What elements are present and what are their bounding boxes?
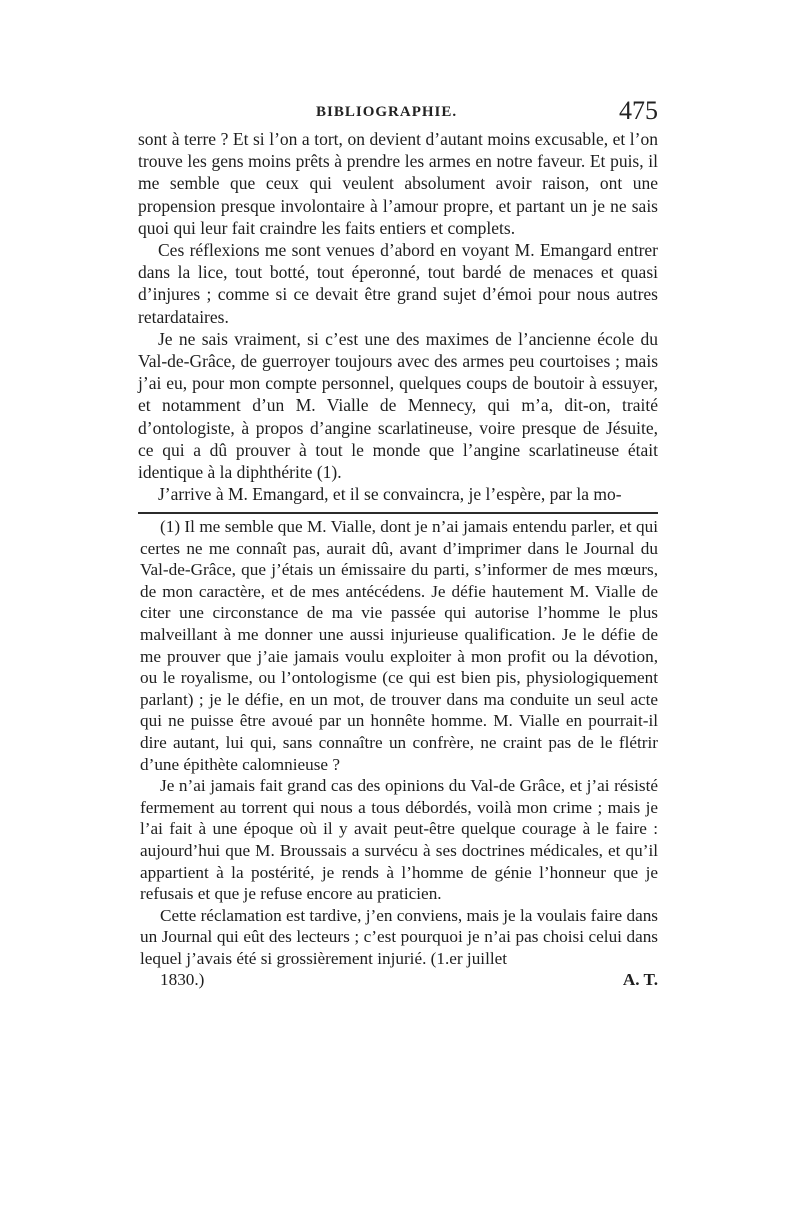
main-text (138, 128, 658, 505)
page-number: 475 (619, 96, 658, 125)
body-paragraph: Ces réflexions me sont venues d’abord en voyant M. Emangard entrer dans la lice, tout botté, tout éperonné, tout bardé de menaces et quasi d’injures ; comme si ce devait être grand sujet d’émoi pour nous autres retardataires. (138, 240, 658, 327)
footnote-divider (138, 512, 658, 514)
body-paragraph: Je ne sais vraiment, si c’est une des maximes de l’ancienne école du Val-de-Grâce, de guerroyer toujours avec des armes peu courtoises ; mais j’ai eu, pour mon compte personnel, quelques coups de boutoir à essuyer, et notamment d’un M. Vialle de Mennecy, qui m’a, dit-on, traité d’ontologiste, à propos d’angine scarlatineuse, voire presque de Jésuite, ce qui a dû prouver à tout le monde que l’angine scarlatineuse était identique à la diphthérite (1). (138, 328, 658, 483)
footnote-paragraph: Cette réclamation est tardive, j’en conviens, mais je la voulais faire dans un Journal qui eût des lecteurs ; c’est pourquoi je n’ai pas choisi celui dans lequel j’avais été si grossièrement injurié. (1.er juillet (140, 905, 658, 968)
footnote-block (140, 516, 658, 991)
body-paragraph: J’arrive à M. Emangard, et il se convaincra, je l’espère, par la mo- (158, 484, 622, 505)
running-head: BIBLIOGRAPHIE. (316, 104, 458, 120)
closing-date: 1830.) (160, 970, 205, 990)
body-paragraph: sont à terre ? Et si l’on a tort, on devient d’autant moins excusable, et l’on trouve les gens moins prêts à prendre les armes en notre faveur. Et puis, il me semble que ceux qui veulent absolument avoir raison, ont une propension presque involontaire à l’amour propre, et partant un je ne sais quoi qui leur fait craindre les faits entiers et complets. (138, 129, 658, 238)
footnote-paragraph: Je n’ai jamais fait grand cas des opinions du Val-de Grâce, et j’ai résisté fermement au torrent qui nous a tous débordés, voilà mon crime ; mais je l’ai fait à une époque où il y avait peut-être quelque courage à le faire : aujourd’hui que M. Broussais a survécu à ses doctrines médicales, et qu’il appartient à la postérité, je rends à l’homme de génie l’honneur que je refusais et que je refuse encore au praticien. (140, 776, 658, 904)
author-signature: A. T. (622, 970, 658, 990)
footnote-closing-line (140, 969, 658, 991)
footnote-paragraph: (1) Il me semble que M. Vialle, dont je n’ai jamais entendu parler, et qui certes ne me connaît pas, aurait dû, avant d’imprimer dans le Journal du Val-de-Grâce, que j’étais un émissaire du parti, s’informer de mes mœurs, de mon caractère, et de mes antécédens. Je défie hautement M. Vialle de citer une circonstance de ma vie passée qui autorise l’homme le plus malveillant à me donner une aussi injurieuse qualification. Je le défie de me prouver que j’aie jamais voulu exploiter à mon profit ou la dévotion, ou le royalisme, ou l’ontologisme (ce qui est bien pis, physiologiquement parlant) ; je le défie, en un mot, de trouver dans ma conduite un seul acte qui ne puisse être avoué par un honnête homme. M. Vialle en pourrait-il dire autant, lui qui, sans connaître un confrère, ne craint pas de le flétrir d’une épithète calomnieuse ? (140, 517, 658, 774)
page-header (138, 96, 658, 128)
